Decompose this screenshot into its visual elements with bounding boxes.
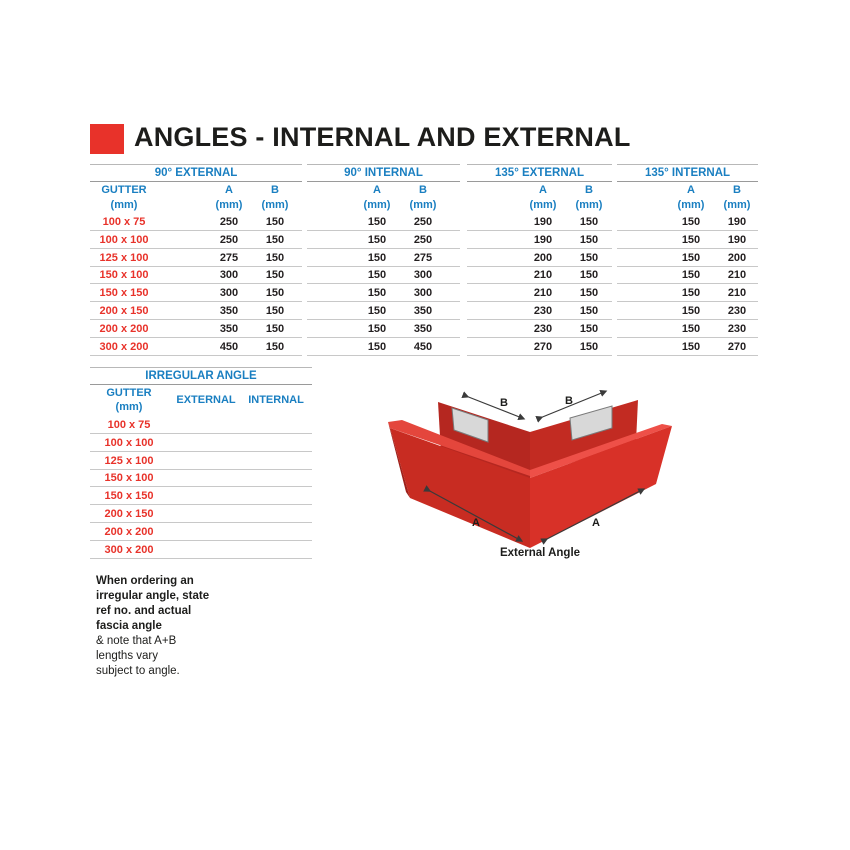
row-divider — [90, 337, 302, 338]
row-divider — [467, 301, 612, 302]
col-unit-header: (mm) — [261, 199, 289, 211]
row-divider — [617, 319, 758, 320]
table-cell: 190 — [727, 233, 747, 246]
table-cell: 150 — [579, 216, 599, 228]
table-cell: 150 — [579, 305, 599, 317]
irr-gutter-size: 200 x 150 — [104, 508, 154, 520]
irr-gutter-size: 150 x 150 — [104, 490, 154, 503]
row-divider — [467, 248, 612, 249]
row-divider — [617, 355, 758, 356]
table-cell: 150 — [681, 251, 701, 264]
table-cell: 150 — [681, 322, 701, 335]
table-cell: 150 — [367, 233, 387, 246]
table-cell: 150 — [265, 216, 285, 228]
note-bold-line: fascia angle — [96, 620, 162, 632]
row-divider — [617, 283, 758, 284]
col-a-header: A — [225, 184, 233, 196]
row-divider — [90, 540, 312, 541]
group-header: 135° INTERNAL — [617, 164, 758, 182]
gutter-size: 150 x 150 — [99, 287, 149, 300]
note-bold-line: ref no. and actual — [96, 605, 192, 617]
col-unit-header: (mm) — [363, 199, 391, 211]
table-cell: 230 — [727, 305, 747, 317]
irr-gutter-size: 100 x 100 — [104, 436, 154, 449]
col-b-header: B — [733, 184, 741, 196]
row-divider — [307, 301, 460, 302]
table-cell: 150 — [265, 233, 285, 246]
irr-gutter-size: 125 x 100 — [104, 454, 154, 467]
table-cell: 150 — [681, 233, 701, 246]
group-header: 90° INTERNAL — [307, 164, 460, 182]
row-divider — [307, 319, 460, 320]
row-divider — [617, 248, 758, 249]
row-divider — [307, 337, 460, 338]
table-cell: 275 — [219, 251, 239, 264]
irr-external-header: EXTERNAL — [176, 394, 236, 406]
table-cell: 275 — [413, 251, 433, 264]
table-cell: 270 — [727, 340, 747, 353]
col-unit-header: (mm) — [215, 199, 243, 211]
table-cell: 300 — [413, 287, 433, 300]
table-cell: 150 — [579, 340, 599, 353]
table-cell: 150 — [681, 216, 701, 228]
table-cell: 190 — [727, 216, 747, 228]
row-divider — [90, 301, 302, 302]
table-cell: 230 — [533, 305, 553, 317]
page-title: ANGLES - INTERNAL AND EXTERNAL — [134, 122, 631, 152]
row-divider — [617, 266, 758, 267]
table-cell: 150 — [579, 287, 599, 300]
table-cell: 190 — [533, 216, 553, 228]
group-header: 90° EXTERNAL — [90, 164, 302, 182]
gutter-size: 300 x 200 — [99, 340, 149, 353]
diagram-caption: External Angle — [499, 547, 581, 559]
row-divider — [617, 230, 758, 231]
table-cell: 210 — [727, 287, 747, 300]
row-divider — [307, 355, 460, 356]
table-cell: 250 — [413, 216, 433, 228]
label-a-right: A — [592, 517, 600, 529]
row-divider — [307, 283, 460, 284]
irr-gutter-size: 200 x 200 — [104, 525, 154, 538]
row-divider — [467, 319, 612, 320]
ordering-note — [96, 574, 246, 679]
col-unit-header: (mm) — [677, 199, 705, 211]
table-cell: 150 — [681, 269, 701, 282]
table-cell: 150 — [367, 216, 387, 228]
col-a-header: A — [539, 184, 547, 196]
table-cell: 150 — [367, 340, 387, 353]
table-cell: 230 — [727, 322, 747, 335]
row-divider — [90, 230, 302, 231]
table-cell: 150 — [265, 305, 285, 317]
table-cell: 350 — [413, 305, 433, 317]
col-a-header: A — [373, 184, 381, 196]
row-divider — [467, 355, 612, 356]
table-cell: 300 — [219, 269, 239, 282]
row-divider — [90, 558, 312, 559]
table-cell: 450 — [413, 340, 433, 353]
row-divider — [617, 337, 758, 338]
table-cell: 300 — [413, 269, 433, 282]
table-cell: 150 — [367, 287, 387, 300]
row-divider — [307, 266, 460, 267]
table-cell: 250 — [413, 233, 433, 246]
col-unit-header: (mm) — [409, 199, 437, 211]
row-divider — [307, 230, 460, 231]
row-divider — [90, 248, 302, 249]
table-cell: 450 — [219, 340, 239, 353]
row-divider — [467, 337, 612, 338]
row-divider — [467, 283, 612, 284]
row-divider — [90, 283, 302, 284]
note-bold-line: irregular angle, state — [96, 590, 210, 602]
row-divider — [90, 355, 302, 356]
table-cell: 210 — [727, 269, 747, 282]
row-divider — [90, 522, 312, 523]
irr-internal-header: INTERNAL — [248, 394, 304, 406]
col-b-header: B — [271, 184, 279, 196]
table-cell: 150 — [367, 322, 387, 335]
row-divider — [617, 301, 758, 302]
irr-gutter-size: 300 x 200 — [104, 543, 154, 556]
gutter-size: 100 x 75 — [102, 216, 146, 228]
table-cell: 150 — [265, 287, 285, 300]
external-angle-diagram — [380, 380, 680, 550]
label-a-left: A — [472, 517, 480, 529]
label-b-right: B — [565, 395, 573, 407]
gutter-size: 150 x 100 — [99, 269, 149, 282]
irr-gutter-size: 100 x 75 — [107, 419, 151, 431]
table-cell: 150 — [265, 322, 285, 335]
row-divider — [90, 486, 312, 487]
table-cell: 230 — [533, 322, 553, 335]
table-cell: 150 — [681, 287, 701, 300]
irr-gutter-unit: (mm) — [115, 401, 143, 413]
group-header: 135° EXTERNAL — [467, 164, 612, 182]
gutter-size: 100 x 100 — [99, 233, 149, 246]
table-cell: 150 — [265, 269, 285, 282]
table-cell: 190 — [533, 233, 553, 246]
irregular-angle-header: IRREGULAR ANGLE — [90, 367, 312, 385]
table-cell: 150 — [367, 269, 387, 282]
table-cell: 150 — [681, 305, 701, 317]
table-cell: 270 — [533, 340, 553, 353]
table-cell: 300 — [219, 287, 239, 300]
row-divider — [90, 504, 312, 505]
col-unit-header: (mm) — [723, 199, 751, 211]
row-divider — [307, 248, 460, 249]
col-unit-header: (mm) — [529, 199, 557, 211]
note-line: lengths vary — [96, 650, 159, 662]
table-cell: 250 — [219, 216, 239, 228]
row-divider — [90, 451, 312, 452]
table-cell: 200 — [727, 251, 747, 264]
row-divider — [90, 469, 312, 470]
table-cell: 210 — [533, 287, 553, 300]
col-unit-header: (mm) — [575, 199, 603, 211]
table-cell: 250 — [219, 233, 239, 246]
gutter-size: 200 x 200 — [99, 322, 149, 335]
irr-gutter-size: 150 x 100 — [104, 472, 154, 485]
table-cell: 350 — [413, 322, 433, 335]
table-cell: 350 — [219, 322, 239, 335]
col-b-header: B — [419, 184, 427, 196]
table-cell: 150 — [579, 322, 599, 335]
row-divider — [467, 266, 612, 267]
table-cell: 150 — [579, 251, 599, 264]
table-cell: 150 — [265, 340, 285, 353]
note-line: subject to angle. — [96, 665, 180, 677]
row-divider — [467, 230, 612, 231]
row-divider — [90, 433, 312, 434]
col-a-header: A — [687, 184, 695, 196]
title-block — [90, 124, 124, 154]
table-cell: 150 — [579, 269, 599, 282]
gutter-header: GUTTER — [101, 184, 147, 196]
table-cell: 150 — [367, 251, 387, 264]
table-cell: 150 — [367, 305, 387, 317]
row-divider — [90, 319, 302, 320]
col-b-header: B — [585, 184, 593, 196]
table-cell: 350 — [219, 305, 239, 317]
row-divider — [90, 266, 302, 267]
table-cell: 150 — [681, 340, 701, 353]
table-cell: 200 — [533, 251, 553, 264]
gutter-size: 125 x 100 — [99, 251, 149, 264]
table-cell: 150 — [265, 251, 285, 264]
note-line: & note that A+B — [96, 635, 177, 647]
gutter-size: 200 x 150 — [99, 305, 149, 317]
note-bold-line: When ordering an — [96, 575, 194, 587]
gutter-unit-header: (mm) — [110, 199, 138, 211]
label-b-left: B — [500, 397, 508, 409]
table-cell: 210 — [533, 269, 553, 282]
irr-gutter-header: GUTTER — [106, 387, 152, 399]
table-cell: 150 — [579, 233, 599, 246]
